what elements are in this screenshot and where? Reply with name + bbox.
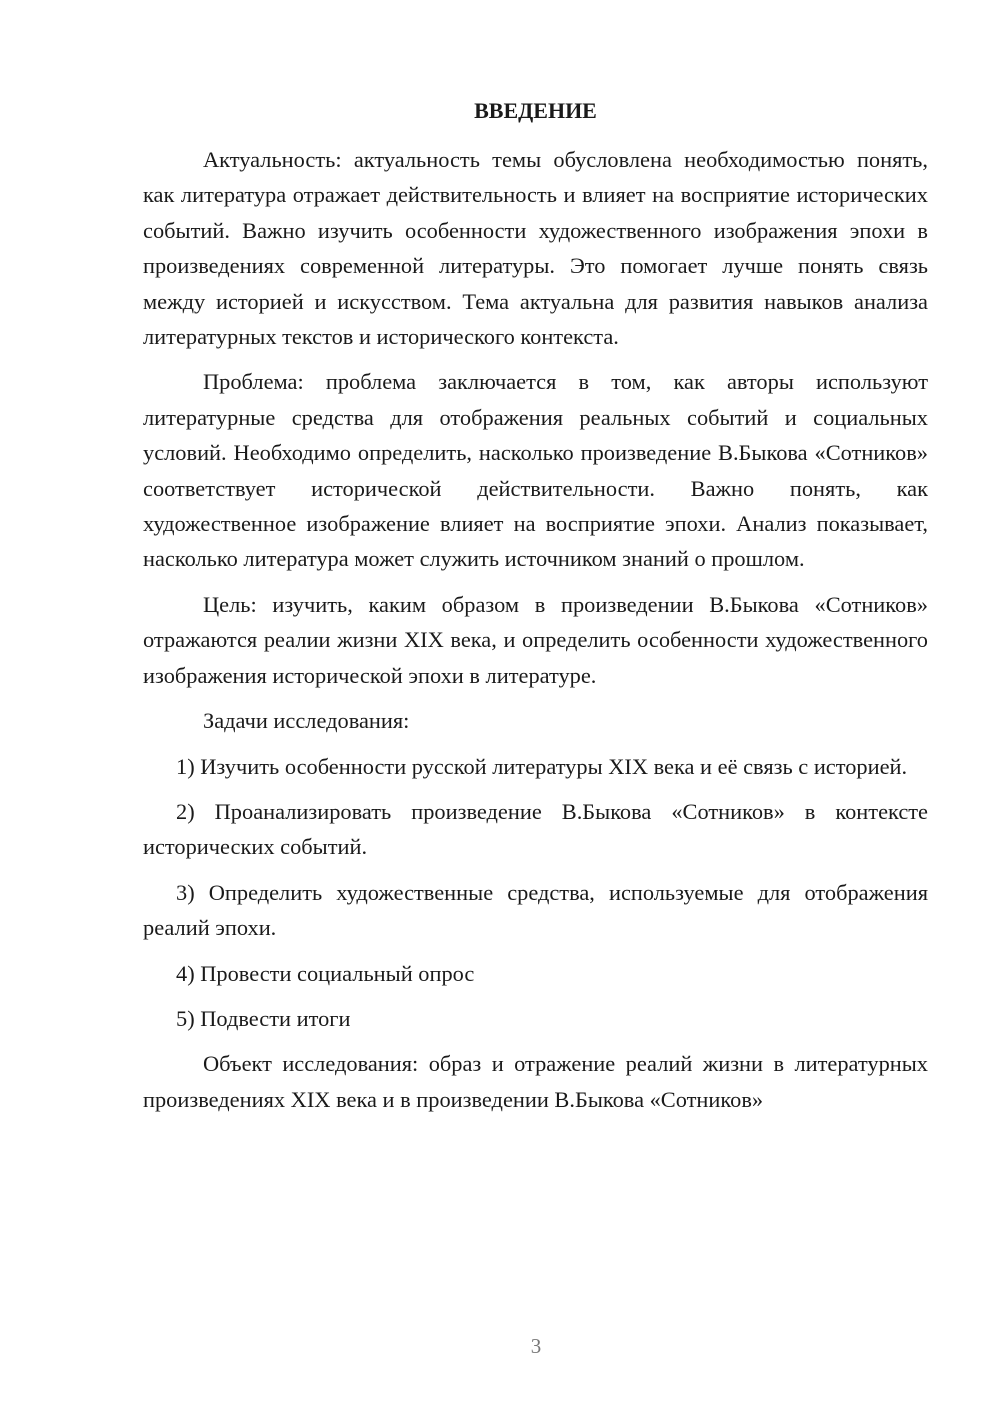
relevance-paragraph: Актуальность: актуальность темы обусловлена необходимостью понять, как литература отражает действительность и влияет на восприятие исторических событий. Важно изучить особенности художественного изображения эпохи в произведениях современной литературы. Это помогает лучше понять связь между историей и искусством. Тема актуальна для развития навыков анализа литературных текстов и исторического контекста. [143, 147, 928, 350]
page-title: ВВЕДЕНИЕ [474, 98, 597, 123]
task-item: 4) Провести социальный опрос [176, 960, 475, 986]
task-item: 3) Определить художественные средства, используемые для отображения реалий эпохи. [143, 879, 928, 941]
goal-paragraph: Цель: изучить, каким образом в произведении В.Быкова «Сотников» отражаются реалии жизни XIX века, и определить особенности художественного изображения исторической эпохи в литературе. [143, 591, 928, 688]
task-item: 1) Изучить особенности русской литературы XIX века и её связь с историей. [176, 753, 908, 779]
object-paragraph: Объект исследования: образ и отражение реалий жизни в литературных произведениях XIX века и в произведении В.Быкова «Сотников» [143, 1051, 928, 1112]
page-number: 3 [530, 1334, 542, 1358]
tasks-heading: Задачи исследования: [203, 708, 410, 734]
task-item: 2) Проанализировать произведение В.Быкова «Сотников» в контексте исторических событий. [143, 798, 928, 860]
task-item: 5) Подвести итоги [176, 1005, 351, 1031]
tasks-list [143, 749, 928, 1037]
document-body [143, 142, 928, 1117]
problem-paragraph: Проблема: проблема заключается в том, как авторы используют литературные средства для отображения реальных событий и социальных условий. Необходимо определить, насколько произведение В.Быкова «Сотников» соответствует исторической действительности. Важно понять, как художественное изображение влияет на восприятие эпохи. Анализ показывает, насколько литература может служить источником знаний о прошлом. [143, 369, 928, 572]
